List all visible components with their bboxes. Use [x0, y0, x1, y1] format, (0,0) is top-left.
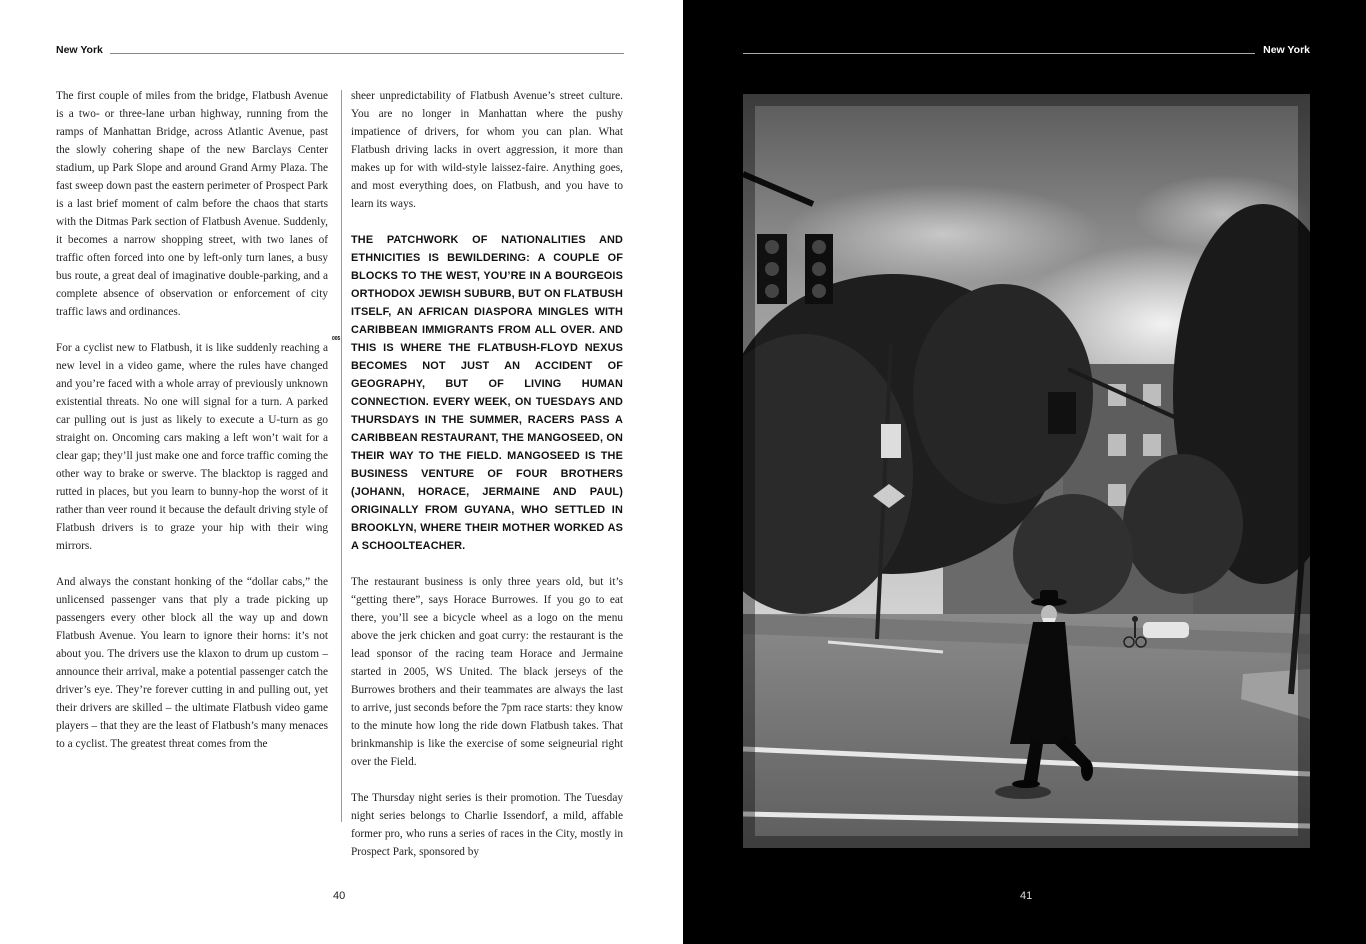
column-divider — [341, 90, 342, 822]
body-paragraph: For a cyclist new to Flatbush, it is like suddenly reaching a new level in a video game, where the rules have changed and you’re faced with a whole array of previously unknown existential threats. No one will signal for a turn. A parked car pulling out is just as likely to execute a U-turn as go straight on. Oncoming cars making a left won’t wait for a clear gap; they’ll just make one and force traffic coming the other way to brake or swerve. The blacktop is ragged and rutted in places, but you learn to bunny-hop the worst of it rather than veer round it because the default driving style of Flatbush drivers is to graze your hip with their wing mirrors. — [56, 342, 328, 552]
folio-marker: 005 — [332, 336, 341, 342]
street-photo-illustration — [743, 94, 1310, 848]
street-photo — [743, 94, 1310, 848]
running-head-right: New York — [1263, 44, 1310, 56]
text-column-right — [351, 87, 623, 879]
body-paragraph: The restaurant business is only three years old, but it’s “getting there”, says Horace Burrowes. If you go to eat there, you’ll see a bicycle wheel as a logo on the menu above the jerk chicken and goat curry: the restaurant is the lead sponsor of the racing team Horace and Jermaine started in 2005, WS United. The black jerseys of the Burrowes brothers and their teammates are always the last to arrive, just seconds before the 7pm race starts: they know to the minute how long the ride down Flatbush takes. That brinkmanship is like the exercise of some seigneurial right over the Field. — [351, 576, 623, 768]
right-page — [683, 0, 1366, 944]
page-number-left: 40 — [333, 890, 346, 902]
header-rule-right — [743, 53, 1255, 54]
page-number-right: 41 — [1020, 890, 1033, 902]
header-rule-left — [110, 53, 624, 54]
text-column-left — [56, 87, 328, 771]
pull-quote: THE PATCHWORK OF NATIONALITIES AND ETHNICITIES IS BEWILDERING: A COUPLE OF BLOCKS TO THE WEST, YOU’RE IN A BOURGEOIS ORTHODOX JEWISH SUBURB, BUT ON FLATBUSH ITSELF, AN AFRICAN DIASPORA MINGLES WITH CARIBBEAN IMMIGRANTS FROM ALL OVER. AND THIS IS WHERE THE FLATBUSH-FLOYD NEXUS BECOMES NOT JUST AN ACCIDENT OF GEOGRAPHY, BUT OF LIVING HUMAN CONNECTION. EVERY WEEK, ON TUESDAYS AND THURSDAYS IN THE SUMMER, RACERS PASS A CARIBBEAN RESTAURANT, THE MANGOSEED, ON THEIR WAY TO THE FIELD. MANGOSEED IS THE BUSINESS VENTURE OF FOUR BROTHERS (JOHANN, HORACE, JERMAINE AND PAUL) ORIGINALLY FROM GUYANA, WHO SETTLED IN BROOKLYN, WHERE THEIR MOTHER WORKED AS A SCHOOLTEACHER. — [351, 234, 623, 552]
body-paragraph: The Thursday night series is their promotion. The Tuesday night series belongs to Charlie Issendorf, a mild, affable former pro, who runs a series of races in the City, mostly in Prospect Park, sponsored by — [351, 792, 623, 858]
body-paragraph: And always the constant honking of the “dollar cabs,” the unlicensed passenger vans that ply a trade picking up passengers every other block all the way up and down Flatbush Avenue. You learn to ignore their horns: it’s not about you. The drivers use the klaxon to drum up custom – announce their arrival, make a potential passenger catch the driver’s eye. They’re forever cutting in and pulling out, yet their drivers are skilled – the ultimate Flatbush video game players – that they are the least of Flatbush’s many menaces to a cyclist. The greatest threat comes from the — [56, 576, 328, 750]
running-head-left: New York — [56, 44, 103, 56]
body-paragraph: The first couple of miles from the bridge, Flatbush Avenue is a two- or three-lane urban highway, running from the ramps of Manhattan Bridge, across Atlantic Avenue, past the slowly cohering shape of the new Barclays Center stadium, up Park Slope and around Grand Army Plaza. The fast sweep down past the eastern perimeter of Prospect Park is a last brief moment of calm before the chaos that starts with the Ditmas Park section of Flatbush Avenue. Suddenly, it becomes a narrow shopping street, with two lanes of traffic often forced into one by left-only turn lanes, a busy bus route, a great deal of imaginative double-parking, and a complete absence of observation or enforcement of city traffic laws and ordinances. — [56, 90, 328, 318]
body-paragraph: sheer unpredictability of Flatbush Avenue’s street culture. You are no longer in Manhattan where the pushy impatience of drivers, for whom you can plan. What Flatbush driving lacks in overt aggression, it more than makes up for with wild-style laissez-faire. Anything goes, and most everything does, on Flatbush, and you have to learn its ways. — [351, 90, 623, 210]
